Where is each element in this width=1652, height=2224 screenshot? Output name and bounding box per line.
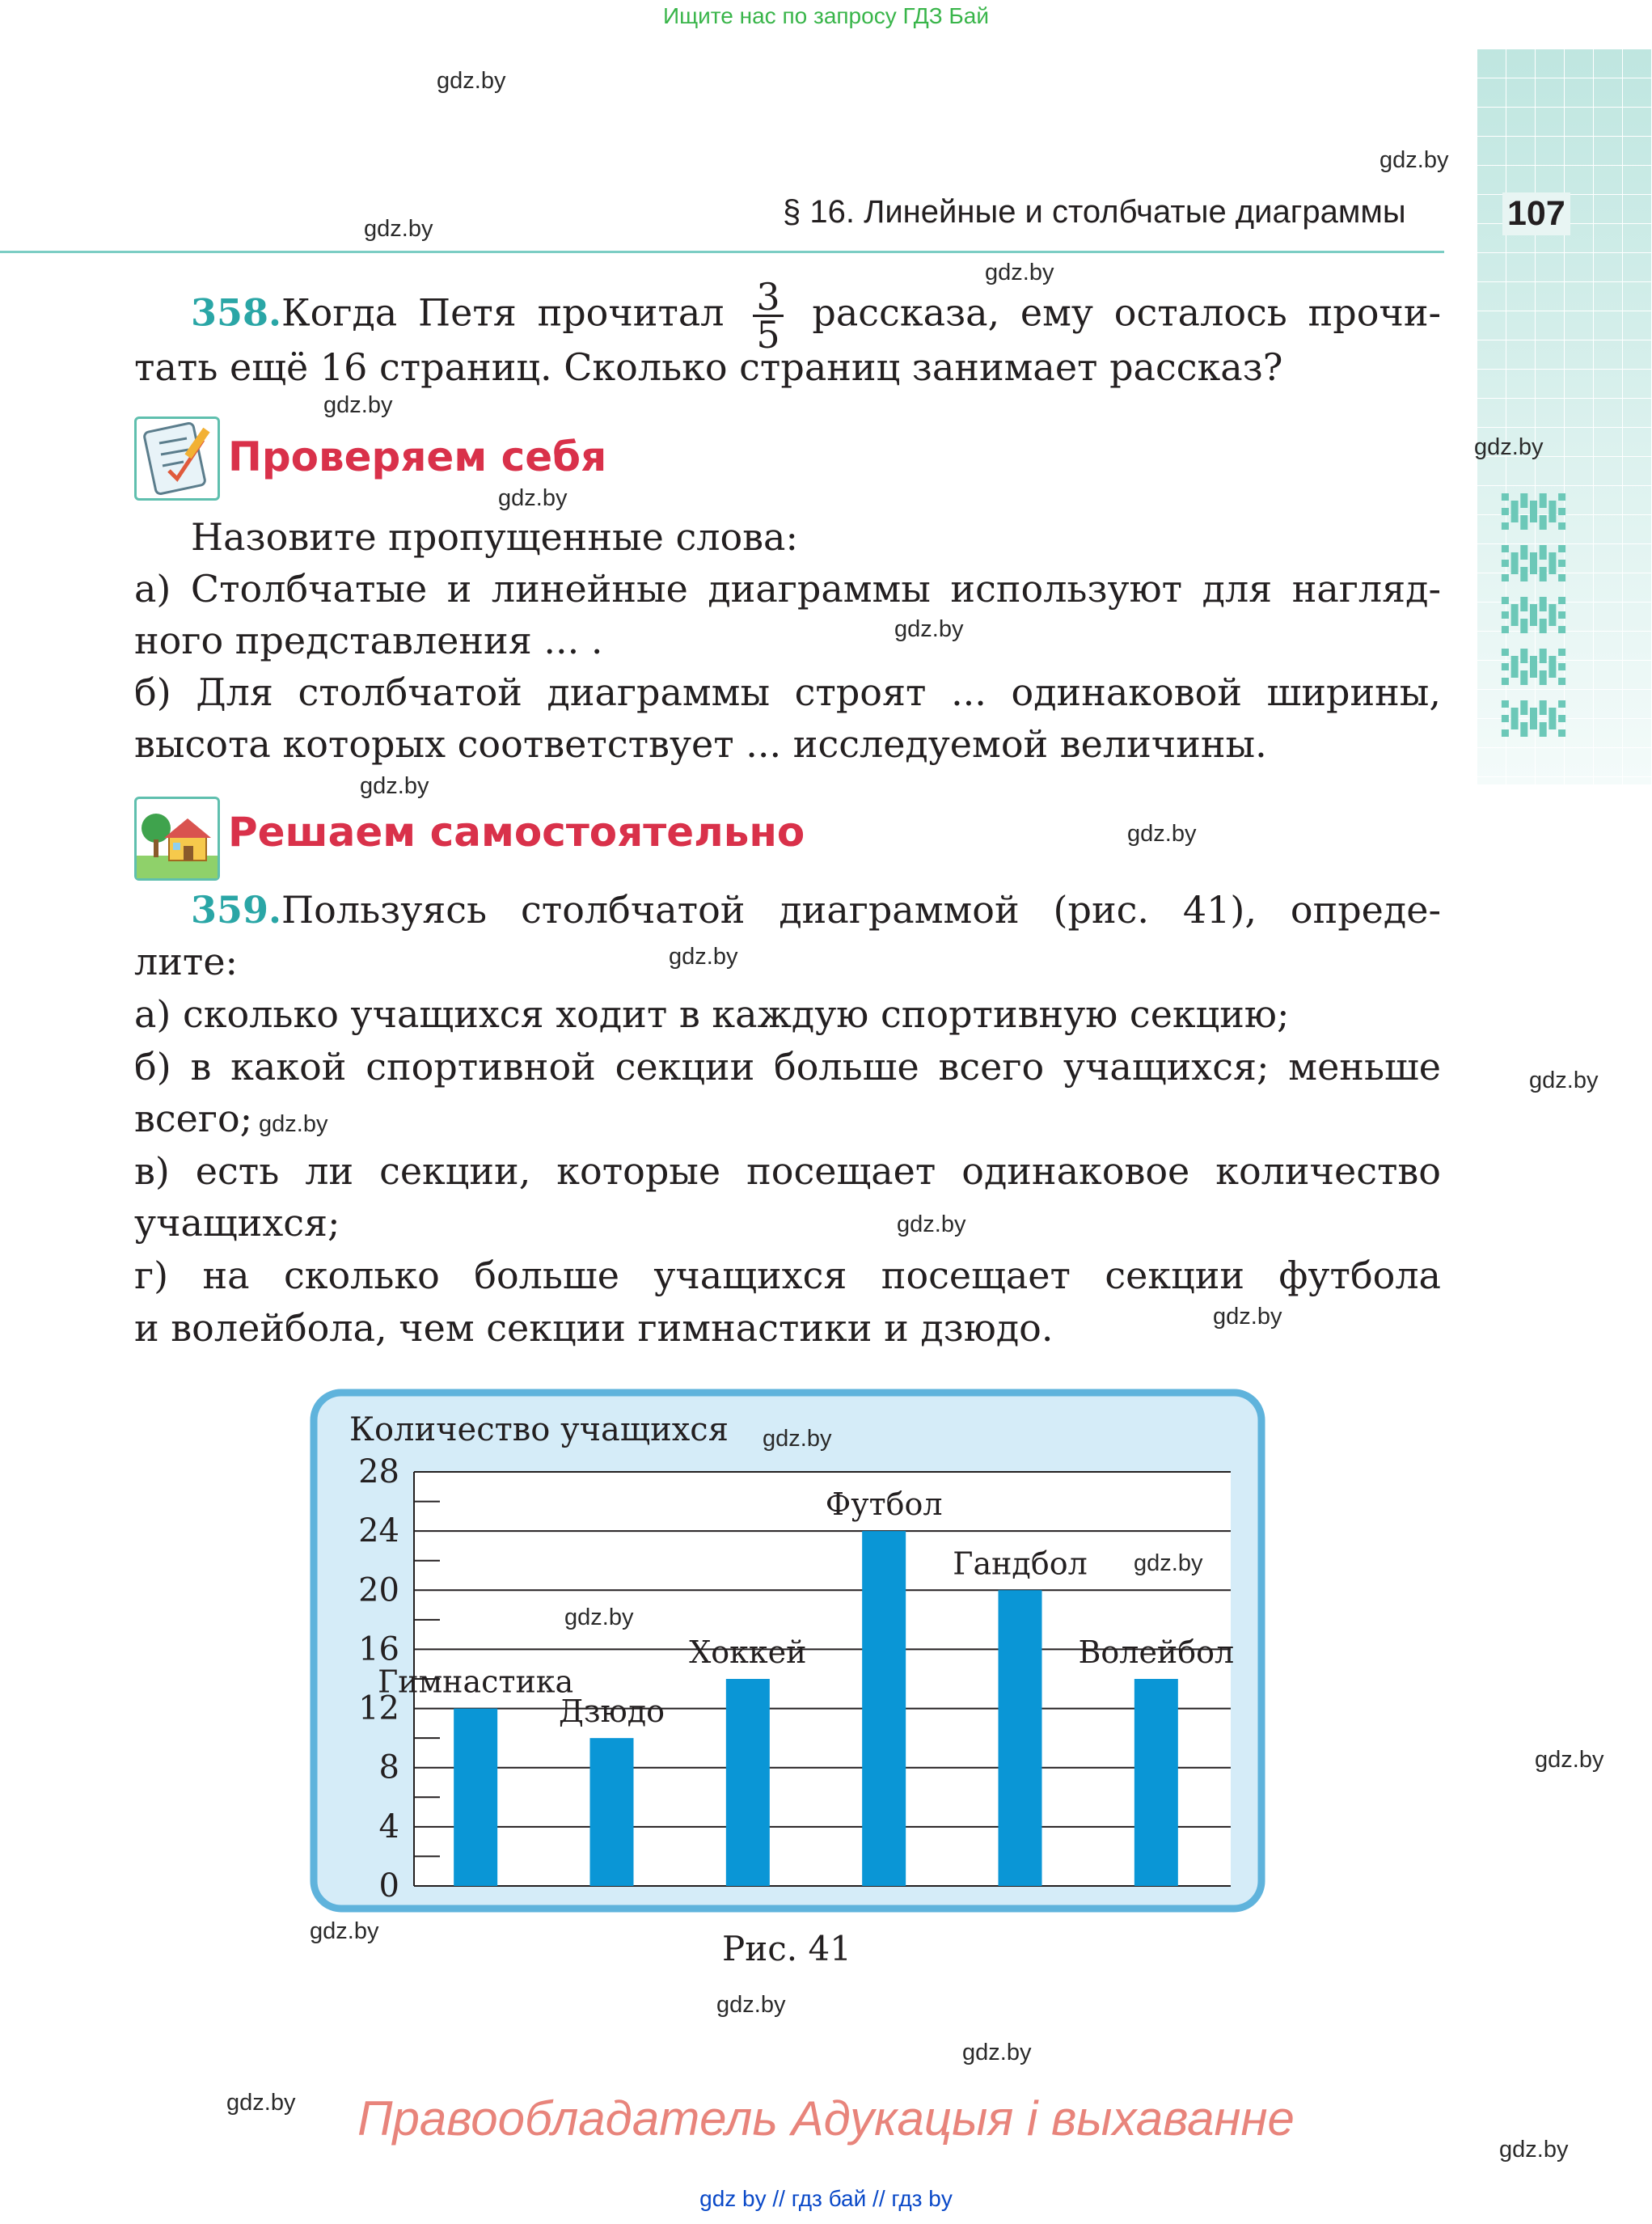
- watermark: gdz.by: [1213, 1304, 1282, 1330]
- watermark: gdz.by: [716, 1992, 786, 2018]
- category-label: Волейбол: [1078, 1634, 1235, 1670]
- watermark: gdz.by: [437, 68, 506, 94]
- watermark: gdz.by: [360, 773, 429, 799]
- y-tick-label: 16: [358, 1630, 399, 1668]
- watermark: gdz.by: [763, 1426, 832, 1452]
- task-number: 359.: [191, 888, 282, 932]
- task-359-line: и волейбола, чем секции гимнастики и дзюдо.: [134, 1306, 1054, 1350]
- y-tick-label: 20: [358, 1571, 399, 1609]
- bar: [454, 1709, 497, 1886]
- watermark: gdz.by: [985, 260, 1054, 285]
- bar: [999, 1590, 1042, 1886]
- house-icon: [134, 797, 220, 881]
- task-359-line: всего;: [134, 1097, 253, 1140]
- self-check-line: ного представления ... .: [134, 619, 603, 662]
- section-title: § 16. Линейные и столбчатые диаграммы: [783, 194, 1406, 230]
- watermark: gdz.by: [1529, 1068, 1599, 1093]
- task-358-line-1: 358.Когда Петя прочитал $\frac{3}{5}$ рассказа, ему осталось прочи-: [191, 275, 1442, 357]
- top-banner[interactable]: Ищите нас по запросу ГДЗ Бай: [662, 3, 990, 28]
- y-tick-label: 4: [378, 1808, 399, 1846]
- bar: [1134, 1679, 1178, 1886]
- self-check-line: б) Для столбчатой диаграммы строят ... одинаковой ширины,: [134, 670, 1441, 714]
- self-check-line: Назовите пропущенные слова:: [191, 515, 798, 559]
- task-359-line: а) сколько учащихся ходит в каждую спортивную секцию;: [134, 992, 1290, 1036]
- self-check-heading: Проверяем себя: [228, 433, 607, 480]
- watermark: gdz.by: [669, 944, 738, 970]
- task-359-line: в) есть ли секции, которые посещает одинаковое количество: [134, 1149, 1441, 1193]
- category-label: Дзюдо: [559, 1693, 665, 1730]
- watermark: gdz.by: [498, 485, 568, 511]
- watermark: gdz.by: [1134, 1550, 1203, 1576]
- page-number: 107: [1502, 192, 1570, 235]
- header-divider: [0, 251, 1444, 253]
- watermark: gdz.by: [962, 2040, 1032, 2065]
- watermark: gdz.by: [894, 616, 964, 642]
- watermark: gdz.by: [564, 1605, 634, 1630]
- watermark: gdz.by: [1535, 1747, 1604, 1773]
- y-tick-label: 24: [358, 1512, 399, 1550]
- bar: [590, 1738, 634, 1886]
- task-358-line-2: тать ещё 16 страниц. Сколько страниц занимает рассказ?: [134, 345, 1283, 389]
- rightsholder-footer: Правообладатель Адукацыя і выхаванне: [357, 2091, 1295, 2146]
- fraction: $\frac{3}{5}$: [753, 279, 783, 353]
- watermark: gdz.by: [897, 1211, 966, 1237]
- category-label: Гимнастика: [378, 1664, 574, 1700]
- task-359-line: б) в какой спортивной секции больше всего учащихся; меньше: [134, 1045, 1441, 1089]
- bar-chart: [309, 1388, 1266, 1913]
- y-tick-label: 12: [358, 1689, 399, 1727]
- watermark: gdz.by: [1379, 147, 1449, 173]
- task-359-line: лите:: [134, 940, 239, 983]
- task-359-line: учащихся;: [134, 1201, 340, 1245]
- chart-title: Количество учащихся: [349, 1411, 729, 1448]
- watermark: gdz.by: [226, 2090, 296, 2116]
- bottom-links[interactable]: gdz by // гдз бай // гдз by: [699, 2186, 953, 2211]
- task-number: 358.: [191, 290, 282, 335]
- watermark: gdz.by: [310, 1918, 379, 1944]
- bar: [862, 1531, 906, 1886]
- watermark: gdz.by: [323, 392, 393, 418]
- y-tick-label: 28: [358, 1453, 399, 1490]
- task-359-line-1: 359.Пользуясь столбчатой диаграммой (рис. 41), опреде-: [191, 888, 1441, 932]
- figure-caption: Рис. 41: [722, 1929, 851, 1968]
- watermark: gdz.by: [364, 216, 433, 242]
- watermark: gdz.by: [1499, 2137, 1569, 2163]
- independent-heading: Решаем самостоятельно: [228, 809, 805, 856]
- bar: [726, 1679, 770, 1886]
- clipboard-check-icon: [134, 416, 220, 501]
- category-label: Футбол: [825, 1486, 943, 1523]
- y-tick-label: 8: [378, 1748, 399, 1786]
- category-label: Хоккей: [689, 1634, 807, 1670]
- self-check-line: а) Столбчатые и линейные диаграммы используют для нагляд-: [134, 567, 1441, 611]
- task-359-line: г) на сколько больше учащихся посещает секции футбола: [134, 1254, 1441, 1297]
- watermark: gdz.by: [1127, 821, 1197, 847]
- self-check-line: высота которых соответствует ... исследуемой величины.: [134, 722, 1267, 766]
- side-ornament-strip: [1477, 49, 1652, 784]
- category-label: Гандбол: [953, 1545, 1088, 1582]
- watermark: gdz.by: [259, 1111, 328, 1137]
- y-tick-label: 0: [378, 1867, 399, 1905]
- watermark: gdz.by: [1474, 434, 1544, 460]
